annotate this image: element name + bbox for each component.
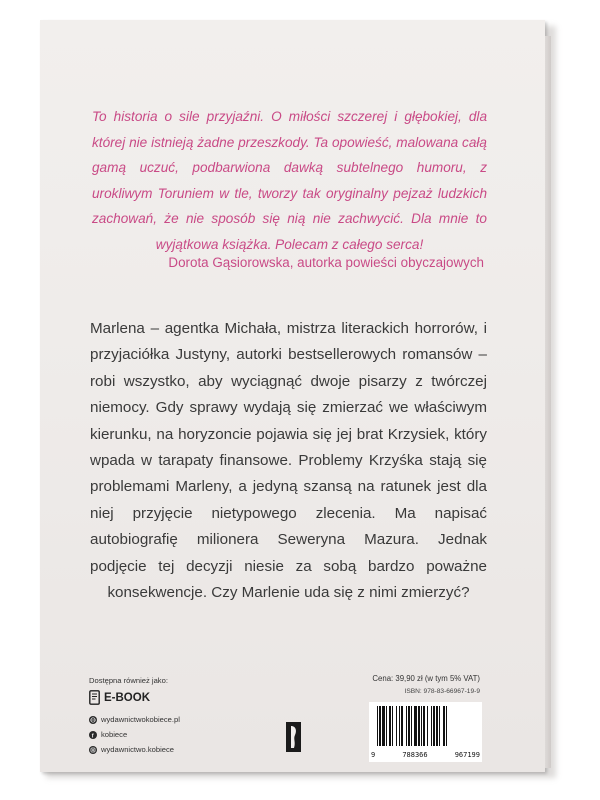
barcode-bar (436, 706, 438, 746)
book-page-edge (545, 36, 551, 768)
barcode-bar (377, 706, 378, 746)
barcode-digit-group-2: 967199 (454, 751, 480, 759)
barcode-bar (443, 706, 445, 746)
barcode-bar (379, 706, 381, 746)
barcode-bar (411, 706, 412, 746)
barcode-digits (369, 751, 482, 759)
instagram-icon (89, 746, 97, 754)
barcode-bar (439, 706, 440, 746)
endorsement-author: Dorota Gąsiorowska, autorka powieści obyczajowych (168, 255, 484, 270)
barcode-bar (406, 706, 407, 746)
publisher-logo-icon (284, 720, 304, 754)
barcode-bar (401, 706, 403, 746)
facebook-icon (89, 731, 97, 739)
barcode-bar (386, 706, 387, 746)
ebook-label: E-BOOK (104, 691, 150, 704)
barcode-digit-group-1: 788366 (402, 751, 428, 759)
social-website (89, 715, 180, 724)
barcode-bars (369, 702, 482, 750)
availability-label: Dostępna również jako: (89, 676, 168, 685)
instagram-text: wydawnictwo.kobiece (101, 745, 175, 754)
barcode-bar (396, 706, 397, 746)
ebook-device-icon (89, 690, 100, 705)
barcode-bar (446, 706, 447, 746)
barcode-bar (414, 706, 417, 746)
barcode-bar (427, 706, 428, 746)
social-instagram (89, 745, 174, 754)
barcode-digit-prefix: 9 (371, 751, 376, 759)
website-text: wydawnictwokobiece.pl (101, 715, 180, 724)
svg-text:f: f (91, 732, 94, 738)
barcode-bar (392, 706, 393, 746)
barcode-bar (418, 706, 420, 746)
price-label: Cena: 39,90 zł (w tym 5% VAT) (372, 674, 480, 683)
barcode-bar (421, 706, 422, 746)
book-blurb: Marlena – agentka Michała, mistrza literackich horrorów, i przyjaciółka Justyny, autorki bestsellerowych romansów – robi wszystko, aby wyciągnąć dwoje pisarzy z twórczej niemocy. Gdy sprawy wydają się zmierzać we właściwym kierunku, na horyzoncie pojawia się jej brat Krzysiek, który wpada w tarapaty finansowe. Problemy Krzyśka stają się problemami Marleny, a jedyną szansą na ratunek jest dla niej przyjęcie nietypowego zlecenia. Ma napisać autobiografię milionera Seweryna Mazura. Jednak podjęcie tej decyzji niesie za sobą bardzo poważne konsekwencje. Czy Marlenie uda się z nimi zmierzyć? (90, 320, 487, 602)
barcode-bar (431, 706, 432, 746)
barcode-bar (433, 706, 435, 746)
barcode-bar (399, 706, 400, 746)
social-facebook (89, 730, 127, 739)
barcode-bar (382, 706, 385, 746)
facebook-text: kobiece (101, 730, 128, 739)
barcode-bar (408, 706, 410, 746)
barcode-bar (423, 706, 425, 746)
endorsement-quote: To historia o sile przyjaźni. O miłości szczerej i głębokiej, dla której nie istnieją żadne przeszkody. Ta opowieść, malowana całą gamą uczuć, podbarwiona dawką subtelnego humoru, z urokliwym Toruniem w tle, tworzy tak oryginalny pejzaż ludzkich zachowań, że nie sposób się nią nie zachwycić. Dla mnie to wyjątkowa książka. Polecam z całego serca! (92, 109, 487, 252)
web-icon (89, 716, 97, 724)
isbn-label: ISBN: 978-83-66967-19-9 (404, 688, 480, 695)
ebook-badge (89, 690, 150, 705)
barcode-bar (389, 706, 391, 746)
